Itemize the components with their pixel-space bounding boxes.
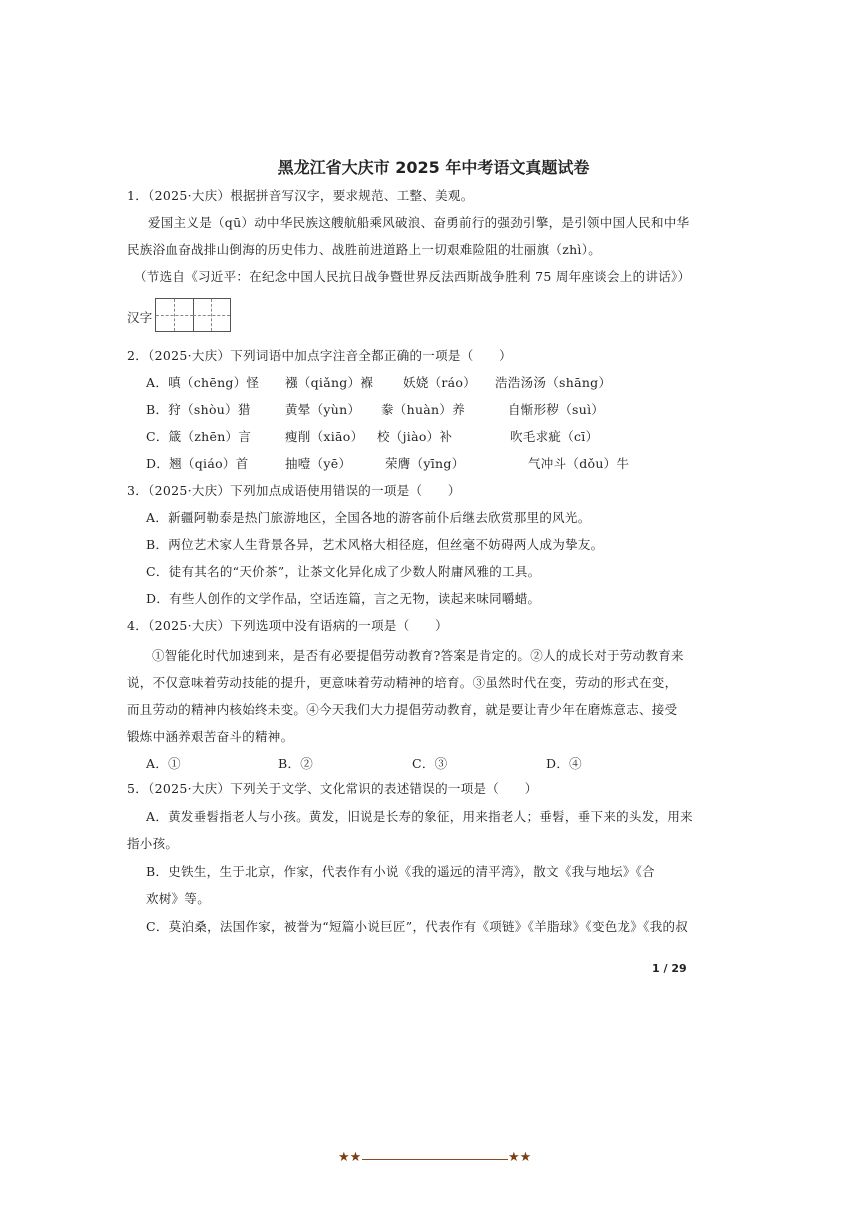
q2-option-b-3: 豢（huàn）养 xyxy=(381,402,466,417)
q3-heading: 3．（2025·大庆）下列加点成语使用错误的一项是（ ） xyxy=(127,483,461,498)
q4-option-d: D．④ xyxy=(546,756,582,771)
q5-option-a-line-1: A．黄发垂髫指老人与小孩。黄发，旧说是长寿的象征，用来指老人；垂髫，垂下来的头发，用来 xyxy=(146,809,693,824)
q1-passage-line-1: 爱国主义是（qū）动中华民族这艘航船乘风破浪、奋勇前行的强劲引擎，是引领中国人民和中华 xyxy=(148,215,690,230)
q3-option-a: A．新疆阿勒泰是热门旅游地区，全国各地的游客前仆后继去欣赏那里的风光。 xyxy=(146,510,591,525)
q3-option-c: C．徒有其名的“天价茶”，让茶文化异化成了少数人附庸风雅的工具。 xyxy=(146,564,541,579)
q5-option-c-line-1: C．莫泊桑，法国作家，被誉为“短篇小说巨匠”，代表作有《项链》《羊脂球》《变色龙》《我的叔 xyxy=(146,919,689,934)
q2-option-d-1: D．翘（qiáo）首 xyxy=(146,456,249,471)
q2-option-b-1: B．狩（shòu）猎 xyxy=(146,402,251,417)
grid-cell-1[interactable] xyxy=(156,299,194,331)
star-icon: ★★ xyxy=(508,1150,532,1165)
q2-option-b-4: 自惭形秽（suì） xyxy=(508,402,605,417)
q4-option-b: B．② xyxy=(278,756,314,771)
q1-heading: 1．（2025·大庆）根据拼音写汉字，要求规范、工整、美观。 xyxy=(127,188,474,203)
q4-option-c: C．③ xyxy=(412,756,448,771)
footer-divider xyxy=(362,1159,508,1160)
q2-option-b-2: 黄晕（yùn） xyxy=(285,402,361,417)
q3-option-b: B．两位艺术家人生背景各异，艺术风格大相径庭，但丝毫不妨碍两人成为挚友。 xyxy=(146,537,604,552)
q5-option-a-line-2: 指小孩。 xyxy=(127,836,179,851)
q5-option-b-line-2: 欢树》等。 xyxy=(146,891,211,906)
q1-writing-grid[interactable] xyxy=(155,298,231,332)
q2-option-a-1: A．嗔（chēng）怪 xyxy=(146,375,260,390)
q1-source: （节选自《习近平：在纪念中国人民抗日战争暨世界反法西斯战争胜利 75 周年座谈会上的讲话》） xyxy=(134,269,691,284)
q2-option-c-4: 吹毛求疵（cī） xyxy=(510,429,599,444)
q4-heading: 4．（2025·大庆）下列选项中没有语病的一项是（ ） xyxy=(127,618,448,633)
q2-option-d-3: 荣膺（yīng） xyxy=(385,456,465,471)
q2-option-c-2: 瘦削（xiāo） xyxy=(285,429,364,444)
q2-option-d-2: 抽噎（yē） xyxy=(285,456,352,471)
q4-passage-line-4: 锻炼中涵养艰苦奋斗的精神。 xyxy=(127,729,294,744)
q4-passage-line-3: 而且劳动的精神内核始终未变。④今天我们大力提倡劳动教育，就是要让青少年在磨炼意志、接受 xyxy=(127,702,678,717)
q1-passage-line-2: 民族浴血奋战排山倒海的历史伟力、战胜前进道路上一切艰难险阻的壮丽旗（zhì）。 xyxy=(127,242,602,257)
q2-option-a-4: 浩浩汤汤（shāng） xyxy=(495,375,612,390)
page-title: 黑龙江省大庆市 2025 年中考语文真题试卷 xyxy=(277,158,590,177)
q1-grid-label: 汉字 xyxy=(127,310,153,325)
star-icon: ★★ xyxy=(338,1150,362,1165)
grid-cell-2[interactable] xyxy=(193,299,230,331)
q2-option-a-2: 襁（qiǎng）褓 xyxy=(285,375,374,390)
q4-passage-line-2: 说，不仅意味着劳动技能的提升，更意味着劳动精神的培育。③虽然时代在变，劳动的形式在变， xyxy=(127,675,678,690)
q5-heading: 5．（2025·大庆）下列关于文学、文化常识的表述错误的一项是（ ） xyxy=(127,781,538,796)
q2-option-c-1: C．箴（zhēn）言 xyxy=(146,429,252,444)
q2-heading: 2．（2025·大庆）下列词语中加点字注音全都正确的一项是（ ） xyxy=(127,348,512,363)
footer-ornament xyxy=(338,1150,532,1168)
q2-option-c-3: 校（jiào）补 xyxy=(377,429,453,444)
q2-option-a-3: 妖娆（ráo） xyxy=(403,375,477,390)
q4-option-a: A．① xyxy=(146,756,181,771)
q4-passage-line-1: ①智能化时代加速到来，是否有必要提倡劳动教育?答案是肯定的。②人的成长对于劳动教育来 xyxy=(152,648,684,663)
q3-option-d: D．有些人创作的文学作品，空话连篇，言之无物，读起来味同嚼蜡。 xyxy=(146,591,541,606)
page-number: 1 / 29 xyxy=(652,962,687,975)
q5-option-b-line-1: B．史铁生，生于北京，作家，代表作有小说《我的遥远的清平湾》，散文《我与地坛》《合 xyxy=(146,864,655,879)
q2-option-d-4: 气冲斗（dǒu）牛 xyxy=(528,456,630,471)
